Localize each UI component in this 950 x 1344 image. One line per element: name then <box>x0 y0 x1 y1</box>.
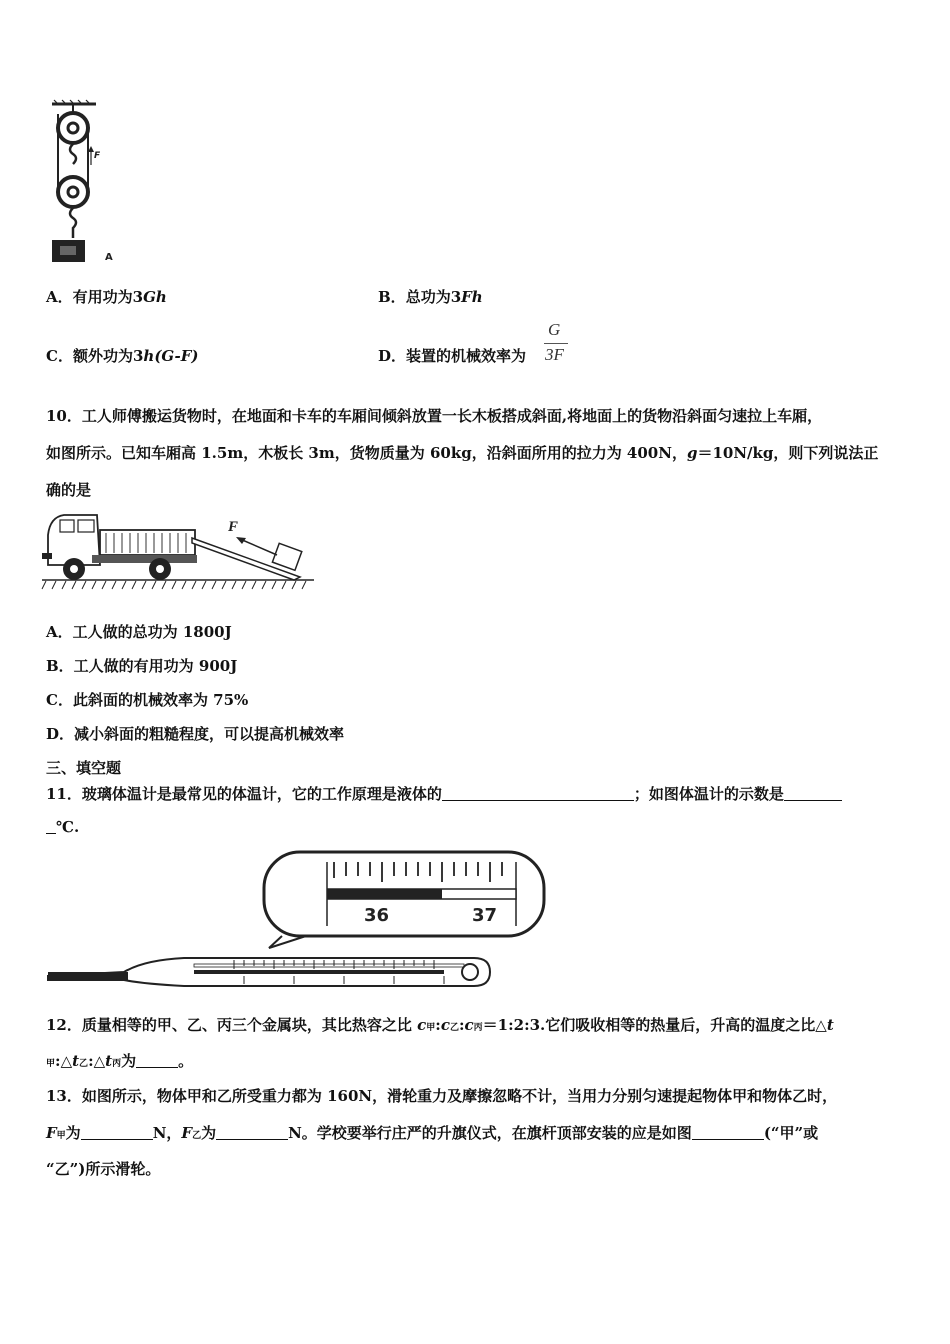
q12-t3: t <box>105 1052 113 1070</box>
answer-blank[interactable] <box>46 819 56 834</box>
q12-colon3: : <box>55 1052 61 1070</box>
q10-line2-a: 如图所示。已知车厢高 1.5m，木板长 3m，货物质量为 60kg，沿斜面所用的拉力为 400N， <box>46 444 687 462</box>
q10-option-a: A．工人做的总功为 1800J <box>46 623 232 641</box>
q9-option-a-var: Gh <box>143 288 167 306</box>
q9-option-d-denominator: 3F <box>545 345 564 364</box>
q12-colon2: : <box>458 1016 465 1034</box>
q9-option-c-letter: C． <box>46 347 73 365</box>
q9-option-a-letter: A． <box>46 288 73 306</box>
scale-label-left: 36 <box>364 905 390 926</box>
q11-text-b: ；如图体温计的示数是 <box>633 785 784 803</box>
q12-wei: 为 <box>121 1052 137 1070</box>
q12-sub-bing-2: 丙 <box>112 1059 122 1069</box>
answer-blank[interactable] <box>136 1053 178 1068</box>
q12-sub-bing: 丙 <box>473 1023 483 1033</box>
q10-line1: 10．工人师傅搬运货物时，在地面和卡车的车厢间倾斜放置一长木板搭成斜面,将地面上的货物沿斜面匀速拉上车厢， <box>46 407 823 425</box>
q12-delta2: △ <box>60 1052 73 1070</box>
truck-ramp-figure <box>42 505 317 595</box>
q9-option-d-text: 装置的机械效率为 <box>406 347 527 365</box>
q13-wei2: 为 <box>201 1124 217 1142</box>
q10-line2-b: ＝10N/kg，则下列说法正 <box>697 444 879 462</box>
q12-sub-jia: 甲 <box>426 1023 436 1033</box>
q12-c3: c <box>464 1016 474 1034</box>
q13-line1: 13．如图所示，物体甲和乙所受重力都为 160N，滑轮重力及摩擦忽略不计，当用力分别匀速提起物体甲和物体乙时， <box>46 1087 838 1105</box>
section-heading: 三、填空题 <box>46 759 122 777</box>
q12-text-a: 12．质量相等的甲、乙、丙三个金属块，其比热容之比 <box>46 1016 418 1034</box>
q9-option-b-var: Fh <box>461 288 483 306</box>
q12-t2: t <box>72 1052 80 1070</box>
q13-tail: (“甲”或 <box>763 1124 819 1142</box>
q9-option-b-value: 3 <box>450 288 462 306</box>
q9-option-b <box>378 286 483 307</box>
q12-colon4: : <box>88 1052 94 1070</box>
q12-t1: t <box>826 1016 834 1034</box>
q13-f2: F <box>181 1124 193 1142</box>
q12-colon1: : <box>435 1016 441 1034</box>
q13-line2 <box>46 1122 818 1143</box>
pulley-figure <box>44 100 124 265</box>
q11-line2 <box>46 818 79 836</box>
q13-sub-yi: 乙 <box>192 1131 202 1141</box>
q9-option-d-numerator: G <box>548 320 561 339</box>
q9-option-c-expr-c: (G-F) <box>154 347 199 365</box>
q9-option-c-text: 额外功为 <box>72 347 133 365</box>
q13-mid: N。学校要举行庄严的升旗仪式，在旗杆顶部安装的应是如图 <box>288 1124 692 1142</box>
q12-line1 <box>46 1014 834 1035</box>
answer-blank[interactable] <box>81 1125 153 1140</box>
q9-option-a <box>46 286 167 307</box>
scale-label-right: 37 <box>472 905 498 926</box>
q12-delta3: △ <box>93 1052 106 1070</box>
q12-end: 。 <box>178 1052 194 1070</box>
q9-option-c-expr-b: h <box>143 347 155 365</box>
q12-sub-jia-2: 甲 <box>46 1059 56 1069</box>
answer-blank[interactable] <box>692 1125 764 1140</box>
q12-sub-yi: 乙 <box>449 1023 459 1033</box>
q9-option-d <box>378 345 526 366</box>
answer-blank[interactable] <box>216 1125 288 1140</box>
q10-line3: 确的是 <box>46 481 92 499</box>
pulley-force-label: F <box>94 151 101 161</box>
q11-unit: ℃. <box>56 818 80 836</box>
q9-option-b-text: 总功为 <box>405 288 451 306</box>
q13-line3: “乙”)所示滑轮。 <box>46 1160 161 1178</box>
ramp-force-label: F <box>228 519 239 535</box>
q13-wei1: 为 <box>65 1124 81 1142</box>
q11-line1 <box>46 783 842 804</box>
q9-option-a-text: 有用功为 <box>72 288 133 306</box>
q12-c2: c <box>440 1016 450 1034</box>
answer-blank[interactable] <box>442 786 634 801</box>
q12-c1: c <box>417 1016 427 1034</box>
q13-sub-jia: 甲 <box>56 1131 66 1141</box>
answer-blank[interactable] <box>784 786 842 801</box>
q9-option-d-letter: D． <box>378 347 407 365</box>
q9-option-c <box>46 345 198 366</box>
q11-text-a: 11．玻璃体温计是最常见的体温计，它的工作原理是液体的 <box>46 785 442 803</box>
q13-f1: F <box>46 1124 57 1142</box>
q10-option-c: C．此斜面的机械效率为 75% <box>46 691 249 709</box>
q10-option-d: D．减小斜面的粗糙程度，可以提高机械效率 <box>46 725 345 743</box>
thermometer-figure <box>44 848 498 998</box>
q9-option-a-value: 3 <box>132 288 144 306</box>
pulley-object-label: A <box>105 252 113 263</box>
q10-option-b: B．工人做的有用功为 900J <box>46 657 238 675</box>
q9-option-c-expr-a: 3 <box>132 347 144 365</box>
q10-g-var: g <box>686 444 698 462</box>
q12-sub-yi-2: 乙 <box>79 1059 89 1069</box>
q12-ratio: ＝1:2:3.它们吸收相等的热量后，升高的温度之比△ <box>482 1016 827 1034</box>
q13-n-comma: N， <box>152 1124 182 1142</box>
fraction-bar <box>544 343 568 344</box>
q9-option-b-letter: B． <box>378 288 406 306</box>
q10-line2 <box>46 442 878 463</box>
q12-line2 <box>46 1050 193 1071</box>
